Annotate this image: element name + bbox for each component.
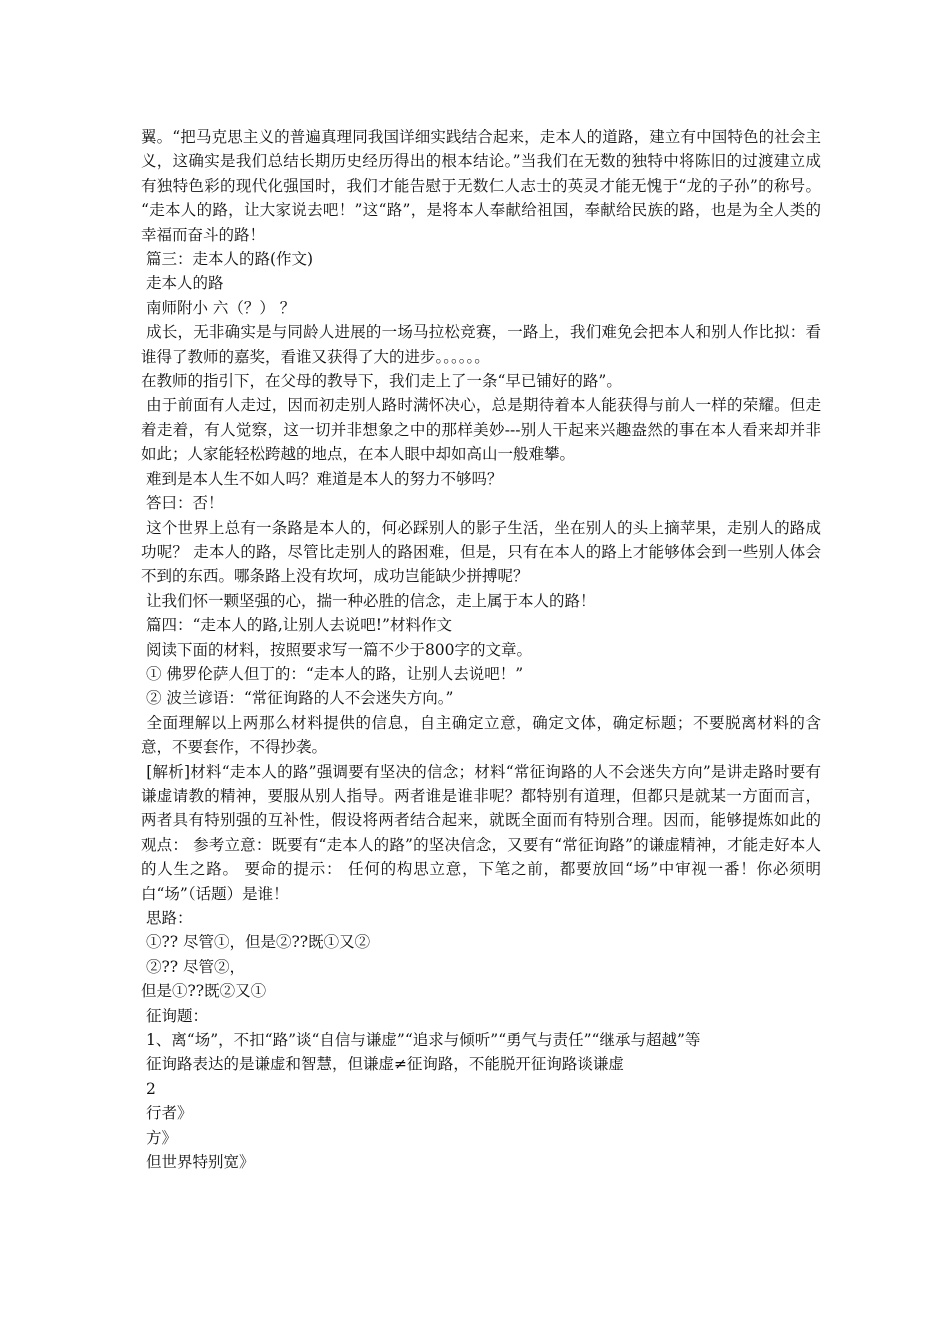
paragraph-others-path: 由于前面有人走过，因而初走别人路时满怀决心，总是期待着本人能获得与前人一样的荣耀。但走着走着，有人觉察，这一切并非想象之中的那样美妙---别人干起来兴趣盎然的事在本人看来却并非如此；人家能轻松跨越的地点，在本人眼中却如高山一般难攀。 [141, 396, 821, 464]
paragraph-requirements: 全面理解以上两那么材料提供的信息，自主确定立意，确定文体，确定标题；不要脱离材料的含意，不要套作，不得抄袭。 [141, 713, 821, 757]
title-fragment-world-wide: 但世界特别宽》 [141, 1153, 255, 1172]
problem-item-two-number: 2 [141, 1079, 156, 1098]
material-quote-two: ② 波兰谚语：“常征询路的人不会迷失方向。” [141, 689, 454, 708]
paragraph-analysis: [解析]材料“走本人的路”强调要有坚决的信念；材料“常征询路的人不会迷失方向”是讲走路时要有谦虚请教的精神，要服从别人指导。两者谁是谁非呢？都特别有道理，但都只是就某一方面而言，两者具有特别强的互补性，假设将两者结合起来，就既全面而有特别合理。因而，能够提炼如此的观点： 参考立意：既要有“走本人的路”的坚决信念，又要有“常征询路”的谦虚精神，才能走好本人的人生之路。 要命的提示： 任何的构思立意，下笔之前，都要放回“场”中审视一番！你必须明白“场”（话题）是谁！ [141, 762, 822, 903]
paragraph-guidance: 在教师的指引下，在父母的教导下，我们走上了一条“早已铺好的路”。 [141, 372, 622, 391]
paragraph-instructions: 阅读下面的材料，按照要求写一篇不少于800字的文章。 [141, 640, 533, 659]
material-quote-one: ① 佛罗伦萨人但丁的：“走本人的路，让别人去说吧！” [141, 664, 524, 683]
paragraph-own-path: 这个世界上总有一条路是本人的，何必踩别人的影子生活，坐在别人的头上摘苹果，走别人的路成功呢？ 走本人的路，尽管比走别人的路困难，但是，只有在本人的路上才能够体会到一些别人体会不到的东西。哪条路上没有坎坷，成功岂能缺少拼搏呢？ [141, 518, 821, 586]
essay-title: 走本人的路 [141, 274, 224, 293]
heading-thinking: 思路： [141, 909, 193, 927]
thinking-line-two: ②?? 尽管②， [141, 957, 245, 976]
paragraph-question: 难到是本人生不如人吗？难道是本人的努力不够吗？ [141, 469, 503, 488]
thinking-line-one: ①?? 尽管①，但是②??既①又② [141, 933, 371, 952]
title-fragment-direction: 方》 [141, 1128, 177, 1147]
essay-author-line: 南师附小 六（？） ？ [141, 298, 296, 317]
thinking-line-three: 但是①??既②又① [141, 982, 267, 1001]
problem-note: 征询路表达的是谦虚和智慧，但谦虚≠征询路，不能脱开征询路谈谦虚 [141, 1055, 624, 1074]
section-heading-part-three: 篇三：走本人的路(作文) [141, 250, 314, 269]
paragraph-intro-conclusion: 翼。“把马克思主义的普遍真理同我国详细实践结合起来，走本人的道路，建立有中国特色的社会主义，这确实是我们总结长期历史经历得出的根本结论。”当我们在无数的独特中将陈旧的过渡建立成有独特色彩的现代化强国时，我们才能告慰于无数仁人志士的英灵才能无愧于“龙的子孙”的称号。 “走本人的路，让大家说去吧！”这“路”，是将本人奉献给祖国，奉献给民族的路，也是为全人类的幸福而奋斗的路！ [141, 128, 826, 244]
heading-problems: 征询题： [141, 1006, 208, 1025]
paragraph-closing: 让我们怀一颗坚强的心，揣一种必胜的信念，走上属于本人的路！ [141, 591, 596, 610]
title-fragment-walker: 行者》 [141, 1104, 193, 1123]
problem-item-one: 1、离“场”，不扣“路”谈“自信与谦虚”“追求与倾听”“勇气与责任”“继承与超越”等 [141, 1031, 701, 1050]
section-heading-part-four: 篇四：“走本人的路,让别人去说吧!”材料作文 [141, 616, 452, 635]
paragraph-answer: 答曰：否！ [141, 494, 224, 513]
paragraph-growing-up: 成长，无非确实是与同龄人进展的一场马拉松竞赛，一路上，我们难免会把本人和别人作比拟：看谁得了教师的嘉奖，看谁又获得了大的进步。。。。。。 [141, 323, 821, 366]
document-body [141, 125, 826, 1174]
